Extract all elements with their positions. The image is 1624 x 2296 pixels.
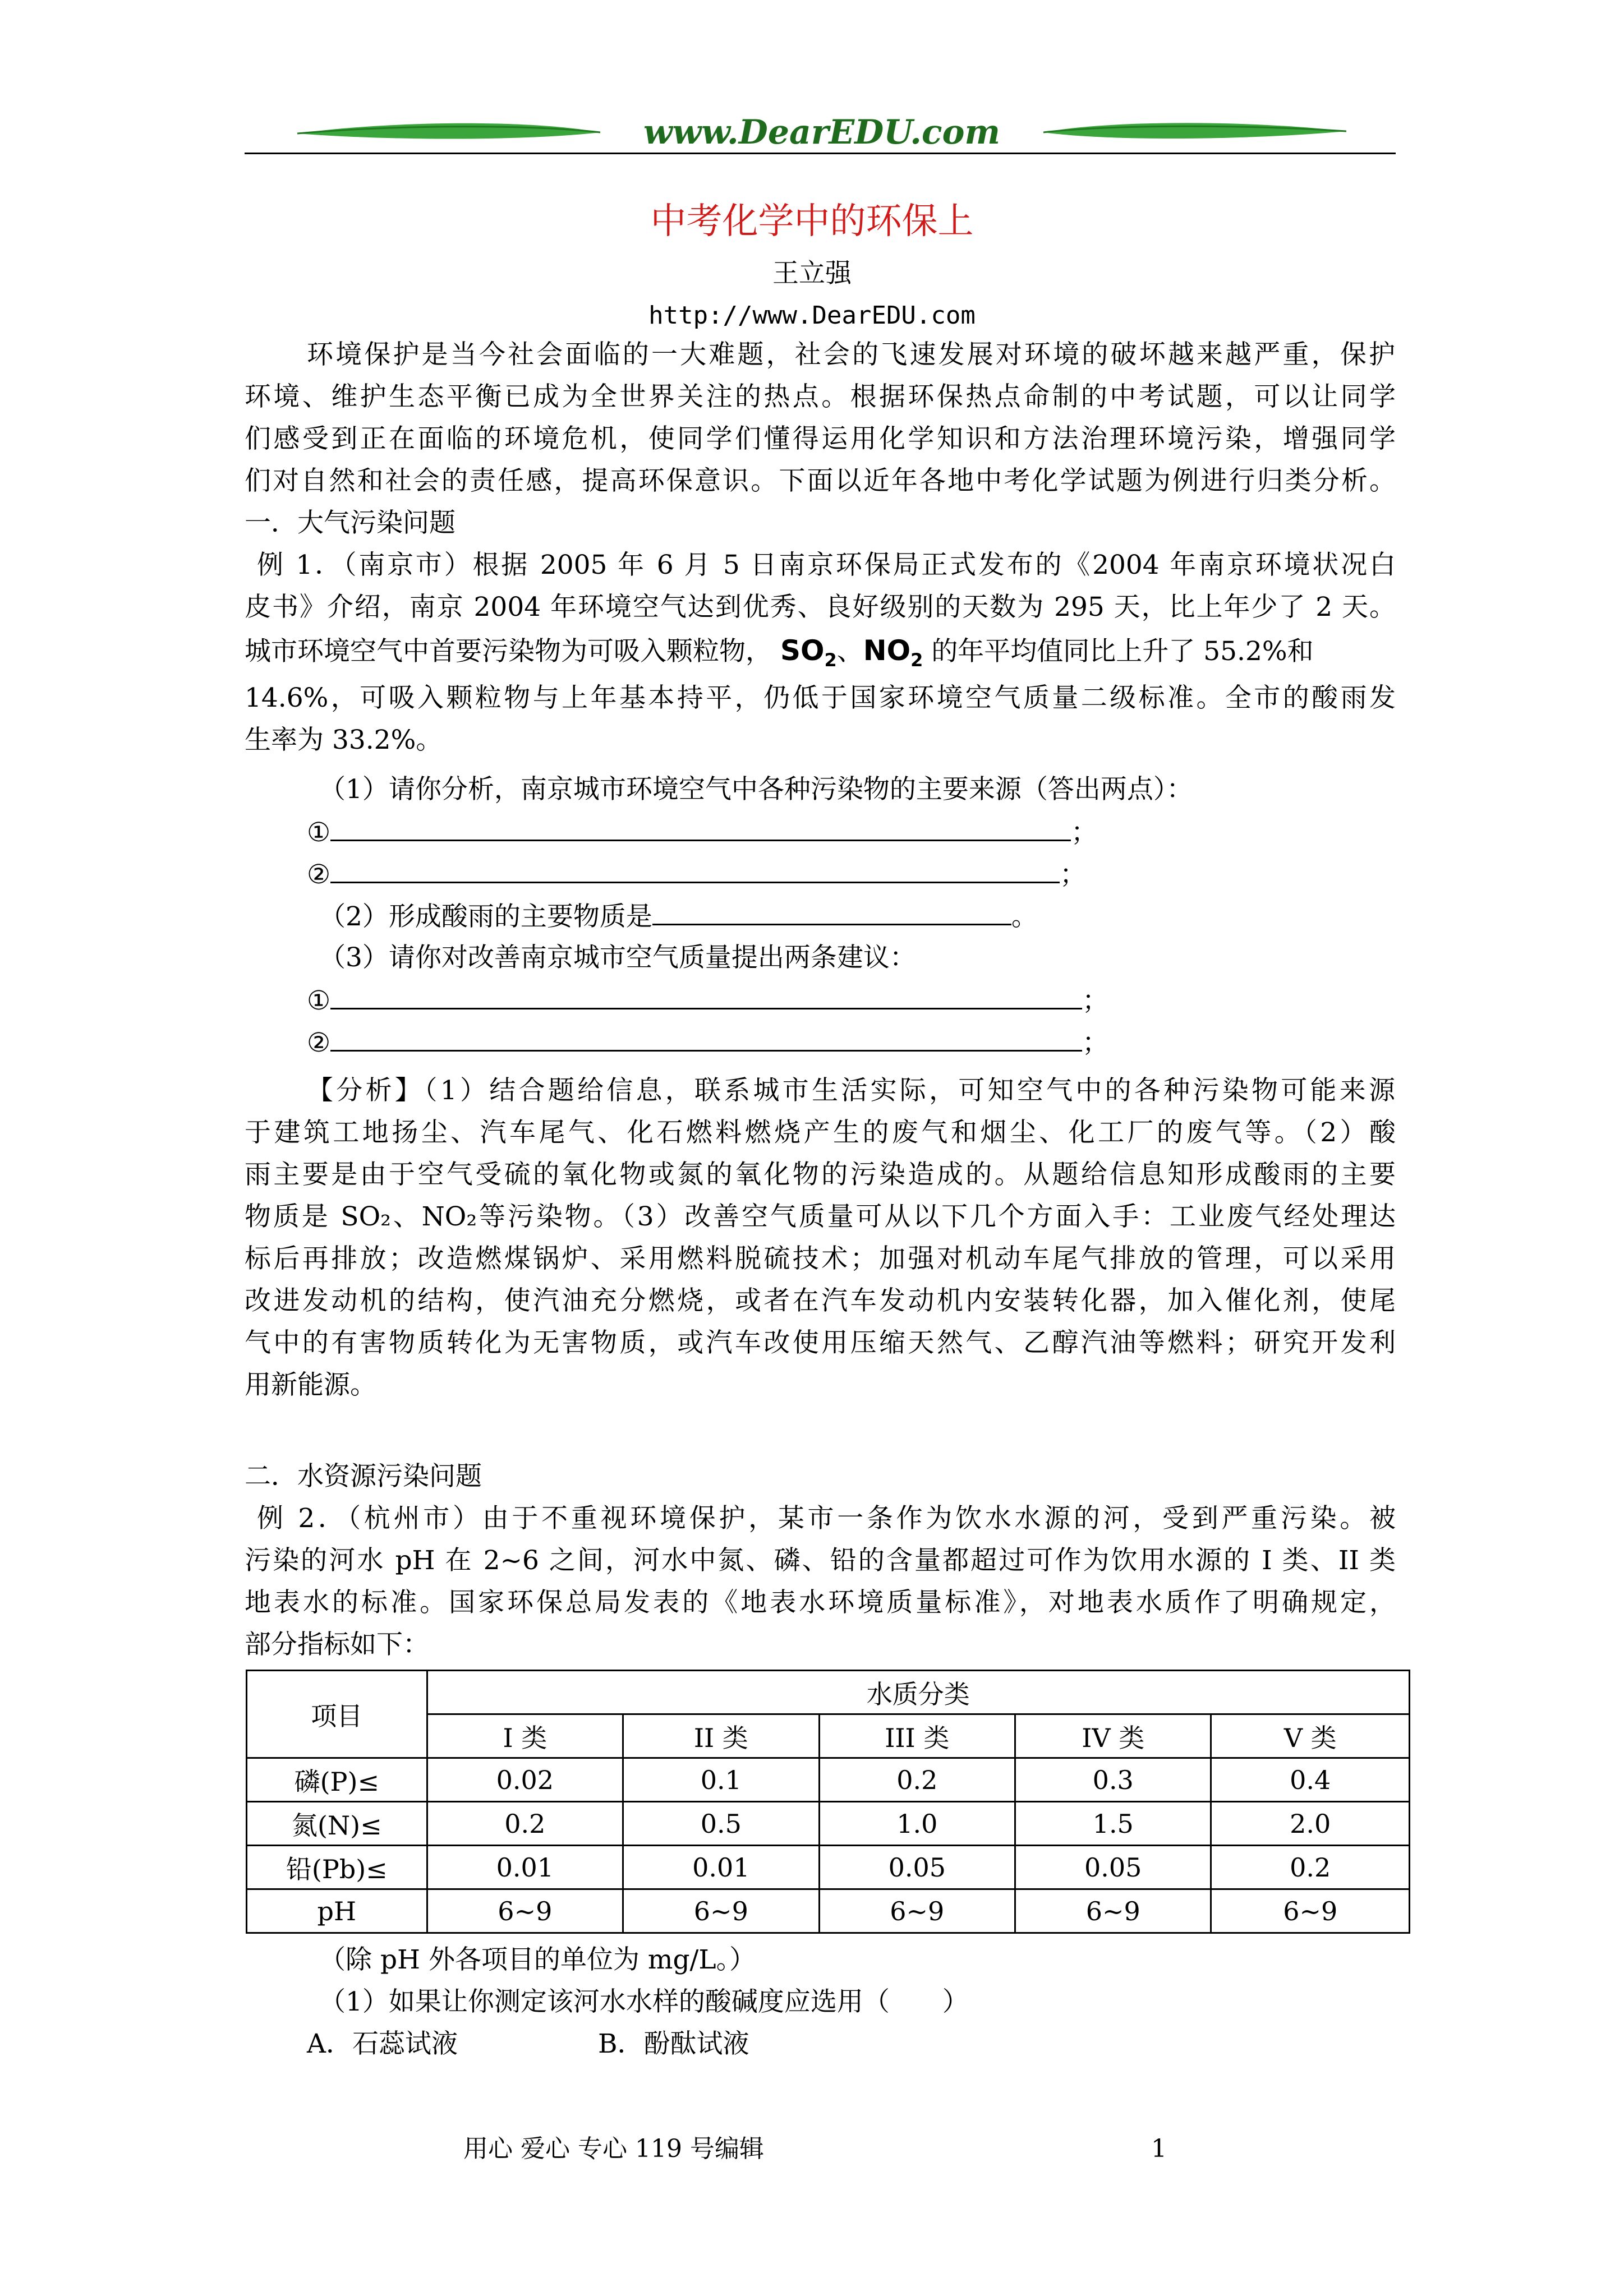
logo-text: www.DearEDU.com [643, 113, 1001, 151]
table-cell: 1.0 [819, 1802, 1015, 1846]
section-heading: 一．大气污染问题 [245, 508, 456, 538]
table-cell: 6~9 [1015, 1889, 1211, 1933]
table-cell: 0.02 [427, 1758, 623, 1802]
page-number: 1 [1151, 2134, 1167, 2163]
table-row [247, 1802, 1410, 1846]
formula-no2: $NO_2$ [863, 634, 923, 671]
analysis-line: 气中的有害物质转化为无害物质，或汽车改使用压缩天然气、乙醇汽油等燃料；研究开发利 [245, 1327, 1396, 1358]
analysis-line: 标后再排放；改造燃煤锅炉、采用燃料脱硫技术；加强对机动车尾气排放的管理，可以采用 [245, 1243, 1396, 1274]
header-rule [245, 153, 1396, 154]
table-cell: 0.05 [1015, 1846, 1211, 1889]
option-b[interactable]: B．酚酞试液 [598, 2028, 749, 2059]
example-line: 例 1．（南京市）根据 2005 年 6 月 5 日南京环保局正式发布的《2004 年南京环境状况白 [257, 550, 1396, 580]
answer-line: ② ； [307, 857, 1086, 892]
table-row-label: 磷(P)≤ [247, 1758, 427, 1802]
table-cell: 0.2 [819, 1758, 1015, 1802]
answer-blank[interactable] [330, 857, 1060, 883]
table-cell: 0.2 [427, 1802, 623, 1846]
example-line: 皮书》介绍，南京 2004 年环境空气达到优秀、良好级别的天数为 295 天，比上年少了 2 天。 [245, 592, 1396, 623]
table-corner-header: 项目 [247, 1671, 427, 1758]
table-cell: 6~9 [819, 1889, 1015, 1933]
table-column-header: IV 类 [1015, 1714, 1211, 1758]
analysis-line: 于建筑工地扬尘、汽车尾气、化石燃料燃烧产生的废气和烟尘、化工厂的废气等。（2）酸 [245, 1117, 1396, 1148]
intro-line: 们对自然和社会的责任感，提高环保意识。下面以近年各地中考化学试题为例进行归类分析。 [245, 465, 1396, 496]
intro-line: 环境、维护生态平衡已成为全世界关注的热点。根据环保热点命制的中考试题，可以让同学 [245, 381, 1396, 412]
question-3: （3）请你对改善南京城市空气质量提出两条建议： [319, 942, 916, 973]
answer-blank[interactable] [652, 899, 1011, 925]
table-column-header: I 类 [427, 1714, 623, 1758]
separator: 、 [836, 636, 863, 667]
table-column-header: II 类 [623, 1714, 819, 1758]
site-logo [297, 112, 1346, 151]
table-cell: 0.2 [1211, 1846, 1410, 1889]
question-1: （1）请你分析，南京城市环境空气中各种污染物的主要来源（答出两点）： [319, 774, 1193, 805]
table-cell: 0.3 [1015, 1758, 1211, 1802]
source-url: http://www.DearEDU.com [648, 301, 976, 330]
table-cell: 6~9 [1211, 1889, 1410, 1933]
table-row [247, 1889, 1410, 1933]
answer-line: ② ； [307, 1025, 1108, 1060]
example-text: 城市环境空气中首要污染物为可吸入颗粒物， [245, 636, 772, 667]
table-column-header: III 类 [819, 1714, 1015, 1758]
table-column-header: V 类 [1211, 1714, 1410, 1758]
table-cell: 6~9 [623, 1889, 819, 1933]
formula-so2: $SO_2$ [780, 634, 837, 671]
example-text: 的年平均值同比上升了 55.2%和 [931, 636, 1314, 667]
analysis-line: 改进发动机的结构，使汽油充分燃烧，或者在汽车发动机内安装转化器，加入催化剂，使尾 [245, 1285, 1396, 1316]
analysis-line: 雨主要是由于空气受硫的氧化物或氮的氧化物的污染造成的。从题给信息知形成酸雨的主要 [245, 1159, 1396, 1190]
answer-blank[interactable] [330, 983, 1082, 1009]
table-row [247, 1758, 1410, 1802]
question-2: （2）形成酸雨的主要物质是 。 [319, 899, 1038, 934]
answer-line: ① ； [307, 815, 1097, 850]
document-title: 中考化学中的环保上 [650, 201, 974, 242]
analysis-line: 用新能源。 [245, 1370, 376, 1400]
table-cell: 6~9 [427, 1889, 623, 1933]
table-cell: 0.01 [427, 1846, 623, 1889]
answer-blank[interactable] [330, 815, 1071, 841]
water-quality-table [246, 1670, 1410, 1934]
table-group-header: 水质分类 [427, 1671, 1409, 1714]
table-cell: 0.1 [623, 1758, 819, 1802]
intro-line: 们感受到正在面临的环境危机，使同学们懂得运用化学知识和方法治理环境污染，增强同学 [245, 423, 1396, 454]
table-cell: 0.01 [623, 1846, 819, 1889]
analysis-line: 物质是 SO₂、NO₂等污染物。（3）改善空气质量可从以下几个方面入手：工业废气经处理达 [245, 1201, 1396, 1232]
example-line: 14.6%，可吸入颗粒物与上年基本持平，仍低于国家环境空气质量二级标准。全市的酸雨发 [245, 683, 1396, 713]
table-header-row [247, 1671, 1410, 1714]
example-line: 例 2．（杭州市）由于不重视环境保护，某市一条作为饮水水源的河，受到严重污染。被 [257, 1503, 1396, 1534]
section-heading: 二．水资源污染问题 [245, 1461, 482, 1492]
analysis-line: 【分析】（1）结合题给信息，联系城市生活实际，可知空气中的各种污染物可能来源 [307, 1075, 1395, 1106]
table-row [247, 1846, 1410, 1889]
table-cell: 2.0 [1211, 1802, 1410, 1846]
answer-line: ① ； [307, 983, 1108, 1018]
example-line: 污染的河水 pH 在 2~6 之间，河水中氮、磷、铅的含量都超过可作为饮用水源的 I 类、II 类 [245, 1545, 1396, 1576]
table-row-label: 氮(N)≤ [247, 1802, 427, 1846]
table-row-label: pH [247, 1889, 427, 1933]
table-cell: 1.5 [1015, 1802, 1211, 1846]
answer-blank[interactable] [330, 1025, 1082, 1052]
author: 王立强 [772, 258, 852, 289]
table-cell: 0.4 [1211, 1758, 1410, 1802]
table-row-label: 铅(Pb)≤ [247, 1846, 427, 1889]
table-cell: 0.05 [819, 1846, 1015, 1889]
example-line: 生率为 33.2%。 [245, 725, 443, 755]
footer-text: 用心 爱心 专心 119 号编辑 [463, 2134, 764, 2163]
table-cell: 0.5 [623, 1802, 819, 1846]
example-line: 部分指标如下： [245, 1629, 429, 1660]
option-a[interactable]: A．石蕊试液 [307, 2028, 458, 2059]
intro-line: 环境保护是当今社会面临的一大难题，社会的飞速发展对环境的破坏越来越严重，保护 [307, 339, 1395, 370]
example-line-formula [245, 634, 1314, 677]
example-line: 地表水的标准。国家环保总局发表的《地表水环境质量标准》，对地表水质作了明确规定， [245, 1587, 1396, 1618]
question-1: （1）如果让你测定该河水水样的酸碱度应选用（ ） [319, 1986, 969, 2017]
unit-note: （除 pH 外各项目的单位为 mg/L。） [319, 1944, 756, 1975]
